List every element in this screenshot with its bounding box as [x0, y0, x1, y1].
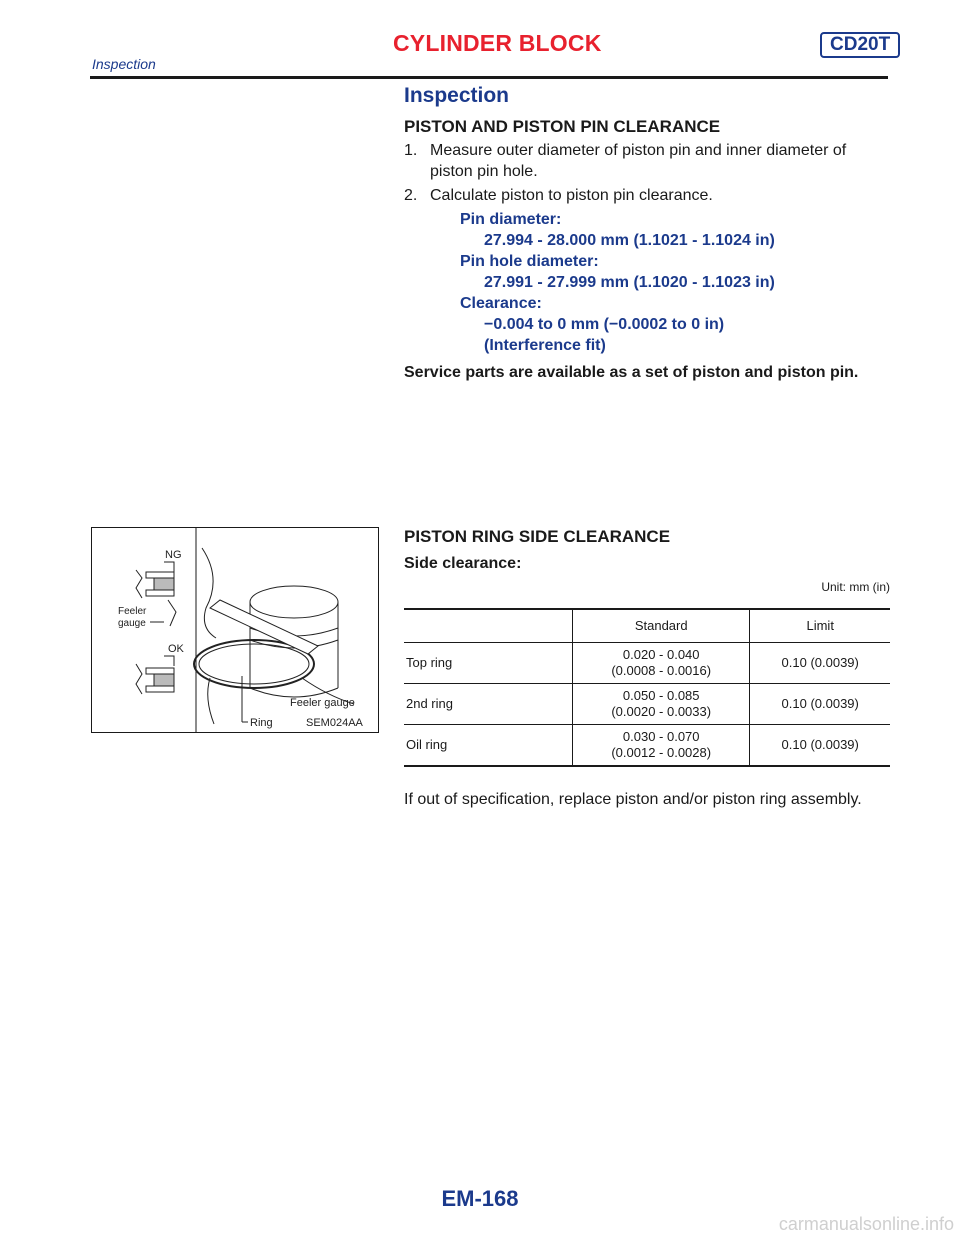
- ring-clearance-section: [404, 527, 890, 810]
- spec-block: [404, 209, 890, 356]
- feeler-label-right: Feeler gauge: [290, 697, 355, 709]
- piston-ring-illustration: [92, 528, 378, 732]
- ring-name: Oil ring: [406, 736, 448, 752]
- standard-cell: [573, 643, 750, 684]
- standard-cell: [573, 725, 750, 766]
- figure-code: SEM024AA: [306, 717, 363, 729]
- engine-code-badge: CD20T: [820, 32, 900, 58]
- standard-in: (0.0020 - 0.0033): [611, 704, 712, 719]
- table-header-row: [404, 609, 890, 643]
- watermark[interactable]: carmanualsonline.info: [778, 1214, 954, 1234]
- pin-clearance-section: [404, 84, 890, 383]
- ring-label: Ring: [250, 717, 273, 729]
- table-header-limit: Limit: [750, 609, 890, 643]
- page-number: EM-168: [441, 1186, 519, 1211]
- step-number: 1.: [404, 142, 418, 159]
- standard-in: (0.0008 - 0.0016): [611, 663, 712, 678]
- clearance-label: Clearance:: [460, 295, 542, 312]
- step-item: [404, 140, 890, 182]
- table-row: [404, 725, 890, 766]
- service-note: Service parts are available as a set of piston and piston pin.: [404, 364, 859, 381]
- step-text: Calculate piston to piston pin clearance.: [430, 187, 713, 204]
- standard-mm: 0.020 - 0.040: [622, 647, 700, 662]
- feeler-label-left-2: gauge: [118, 618, 146, 629]
- ring-name: Top ring: [406, 655, 453, 670]
- side-clearance-label: Side clearance:: [404, 555, 522, 572]
- standard-mm: 0.050 - 0.085: [622, 688, 700, 703]
- pin-hole-label: Pin hole diameter:: [460, 253, 599, 270]
- limit-cell: 0.10 (0.0039): [750, 725, 890, 766]
- table-row: [404, 684, 890, 725]
- pin-diameter-value: 27.994 - 28.000 mm (1.1021 - 1.1024 in): [484, 232, 775, 249]
- section-heading: Inspection: [404, 84, 510, 107]
- ring-clearance-figure: [91, 527, 379, 733]
- ring-name: 2nd ring: [406, 696, 453, 711]
- unit-label: Unit: mm (in): [821, 580, 890, 594]
- pin-diameter-label: Pin diameter:: [460, 211, 562, 228]
- chapter-title: CYLINDER BLOCK: [393, 30, 602, 56]
- step-text: Measure outer diameter of piston pin and inner diameter of piston pin hole.: [430, 142, 847, 180]
- step-item: [404, 185, 890, 206]
- pin-hole-value: 27.991 - 27.999 mm (1.1020 - 1.1023 in): [484, 274, 775, 291]
- side-clearance-table: [404, 608, 890, 767]
- header-rule: [90, 76, 888, 79]
- pin-clearance-heading: PISTON AND PISTON PIN CLEARANCE: [404, 117, 721, 136]
- table-header-blank: [404, 609, 573, 643]
- clearance-value: −0.004 to 0 mm (−0.0002 to 0 in): [484, 316, 725, 333]
- clearance-note: (Interference fit): [484, 337, 606, 354]
- table-header-standard: Standard: [573, 609, 750, 643]
- ring-clearance-heading: PISTON RING SIDE CLEARANCE: [404, 527, 671, 546]
- section-subtitle: Inspection: [92, 56, 156, 72]
- standard-in: (0.0012 - 0.0028): [611, 744, 712, 760]
- replacement-instruction: If out of specification, replace piston and/or piston ring assembly.: [404, 790, 862, 808]
- ok-label: OK: [168, 643, 184, 655]
- table-row: [404, 643, 890, 684]
- limit-cell: 0.10 (0.0039): [750, 684, 890, 725]
- standard-mm: 0.030 - 0.070: [622, 728, 700, 744]
- standard-cell: [573, 684, 750, 725]
- limit-cell: 0.10 (0.0039): [750, 643, 890, 684]
- ng-label: NG: [165, 549, 182, 561]
- feeler-label-left-1: Feeler: [118, 606, 147, 617]
- step-number: 2.: [404, 187, 418, 204]
